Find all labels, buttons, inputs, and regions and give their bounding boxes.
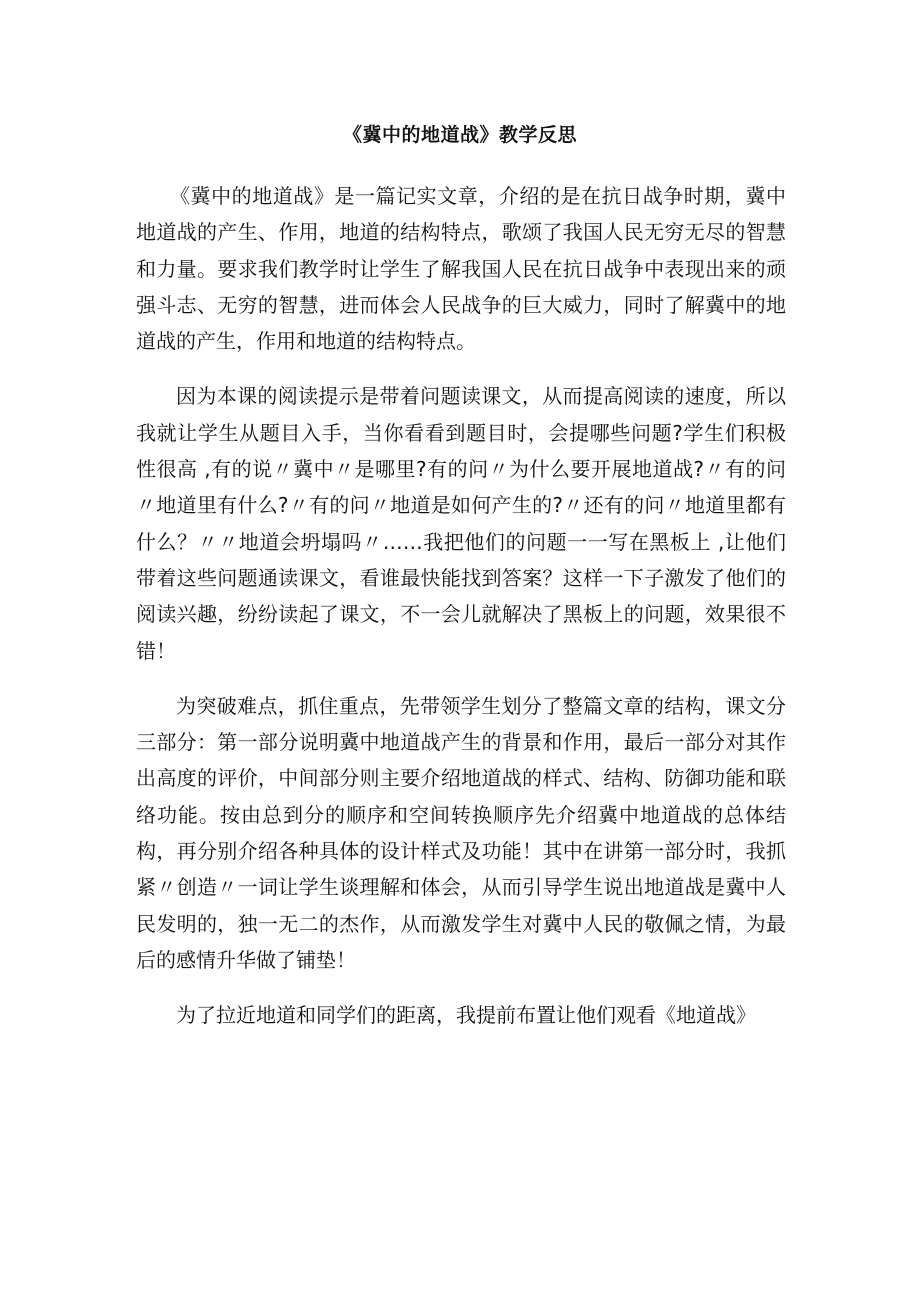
paragraph-2: 因为本课的阅读提示是带着问题读课文，从而提高阅读的速度，所以我就让学生从题目入手，当你看看到题目时，会提哪些问题?学生们积极性很高 ,有的说〃冀中〃是哪里?有的问〃为什么要开展地道战?〃有的问〃地道里有什么?〃有的问〃地道是如何产生的?〃还有的问〃地道里都有什么？〃〃地道会坍塌吗〃……我把他们的问题一一写在黑板上 ,让他们带着这些问题通读课文，看谁最快能找到答案？这样一下子激发了他们的阅读兴趣，纷纷读起了课文，不一会儿就解决了黑板上的问题，效果很不错！ (136, 384, 786, 663)
paragraph-4: 为了拉近地道和同学们的距离，我提前布置让他们观看《地道战》 (176, 1003, 756, 1028)
paragraph-3: 为突破难点，抓住重点，先带领学生划分了整篇文章的结构，课文分三部分：第一部分说明冀中地道战产生的背景和作用，最后一部分对其作出高度的评价，中间部分则主要介绍地道战的样式、结构、防御功能和联络功能。按由总到分的顺序和空间转换顺序先介绍冀中地道战的总体结构，再分别介绍各种具体的设计样式及功能！其中在讲第一部分时，我抓紧〃创造〃一词让学生谈理解和体会，从而引导学生说出地道战是冀中人民发明的，独一无二的杰作，从而激发学生对冀中人民的敬佩之情，为最后的感情升华做了铺垫！ (136, 693, 786, 972)
document-title: 《冀中的地道战》教学反思 (342, 124, 577, 146)
paragraph-1: 《冀中的地道战》是一篇记实文章，介绍的是在抗日战争时期，冀中地道战的产生、作用，地道的结构特点，歌颂了我国人民无穷无尽的智慧和力量。要求我们教学时让学生了解我国人民在抗日战争中表现出来的顽强斗志、无穷的智慧，进而体会人民战争的巨大威力，同时了解冀中的地道战的产生，作用和地道的结构特点。 (136, 184, 786, 354)
document-body (136, 178, 786, 1034)
